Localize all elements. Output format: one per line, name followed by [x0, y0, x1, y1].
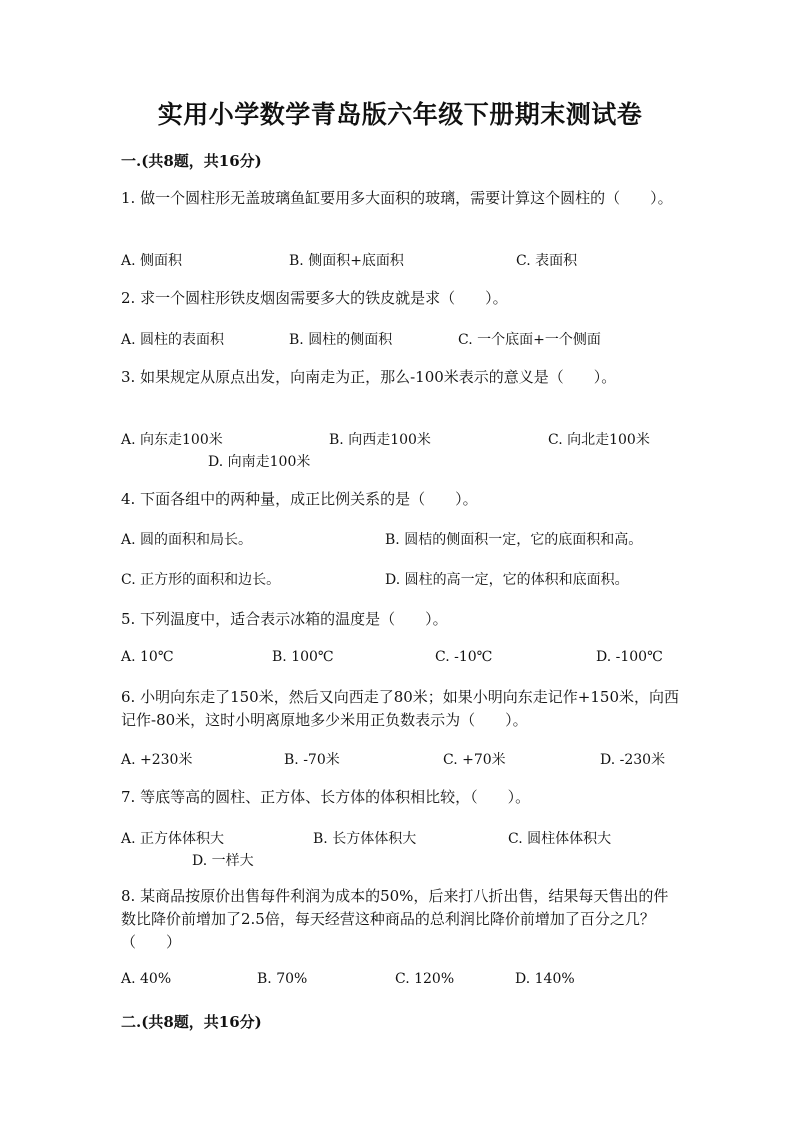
q3-option-d: D. 向南走100米: [208, 454, 311, 470]
question-4: 4. 下面各组中的两种量，成正比例关系的是（ ）。: [121, 490, 478, 508]
q3-option-a: A. 向东走100米: [121, 432, 223, 448]
q3-option-c: C. 向北走100米: [548, 432, 650, 448]
question-3: 3. 如果规定从原点出发，向南走为正，那么-100米表示的意义是（ ）。: [121, 368, 617, 386]
q4-option-d: D. 圆柱的高一定，它的体积和底面积。: [385, 572, 629, 588]
q8-option-d: D. 140%: [515, 971, 575, 987]
q1-option-b: B. 侧面积+底面积: [289, 253, 404, 269]
q7-option-c: C. 圆柱体体积大: [508, 831, 612, 847]
q8-option-a: A. 40%: [121, 971, 172, 987]
question-7: 7. 等底等高的圆柱、正方体、长方体的体积相比较，（ ）。: [121, 788, 531, 806]
q8-option-b: B. 70%: [257, 971, 308, 987]
q8-option-c: C. 120%: [395, 971, 455, 987]
q6-option-a: A. +230米: [121, 752, 193, 768]
q5-option-c: C. -10℃: [435, 649, 493, 665]
section-heading-1: 一.(共8题，共16分): [121, 152, 262, 170]
q7-option-d: D. 一样大: [192, 853, 254, 869]
q6-option-d: D. -230米: [600, 752, 666, 768]
q5-option-b: B. 100℃: [272, 649, 334, 665]
question-5: 5. 下列温度中，适合表示冰箱的温度是（ ）。: [121, 610, 448, 628]
q4-option-c: C. 正方形的面积和边长。: [121, 572, 281, 588]
q7-option-b: B. 长方体体积大: [313, 831, 417, 847]
q6-option-b: B. -70米: [284, 752, 340, 768]
page-title: 实用小学数学青岛版六年级下册期末测试卷: [157, 100, 643, 129]
q2-option-a: A. 圆柱的表面积: [121, 332, 225, 348]
q5-option-a: A. 10℃: [121, 649, 174, 665]
question-2: 2. 求一个圆柱形铁皮烟囱需要多大的铁皮就是求（ ）。: [121, 289, 508, 307]
q7-option-a: A. 正方体体积大: [121, 831, 225, 847]
section-heading-2: 二.(共8题，共16分): [121, 1013, 262, 1031]
q3-option-b: B. 向西走100米: [329, 432, 431, 448]
question-6: 6. 小明向东走了150米，然后又向西走了80米；如果小明向东走记作+150米，向西记作-80米，这时小明离原地多少米用正负数表示为（ ）。: [121, 688, 679, 729]
q1-option-a: A. 侧面积: [121, 253, 183, 269]
q4-option-b: B. 圆桔的侧面积一定，它的底面积和高。: [385, 532, 643, 548]
q5-option-d: D. -100℃: [596, 649, 663, 665]
question-8: 8. 某商品按原价出售每件利润为成本的50%，后来打八折出售，结果每天售出的件数比降价前增加了2.5倍，每天经营这种商品的总利润比降价前增加了百分之几？（ ）: [121, 887, 669, 951]
q1-option-c: C. 表面积: [516, 253, 578, 269]
q2-option-b: B. 圆柱的侧面积: [289, 332, 393, 348]
question-1: 1. 做一个圆柱形无盖玻璃鱼缸要用多大面积的玻璃，需要计算这个圆柱的（ ）。: [121, 189, 673, 207]
q6-option-c: C. +70米: [443, 752, 506, 768]
q2-option-c: C. 一个底面+一个侧面: [458, 332, 601, 348]
q4-option-a: A. 圆的面积和局长。: [121, 532, 253, 548]
